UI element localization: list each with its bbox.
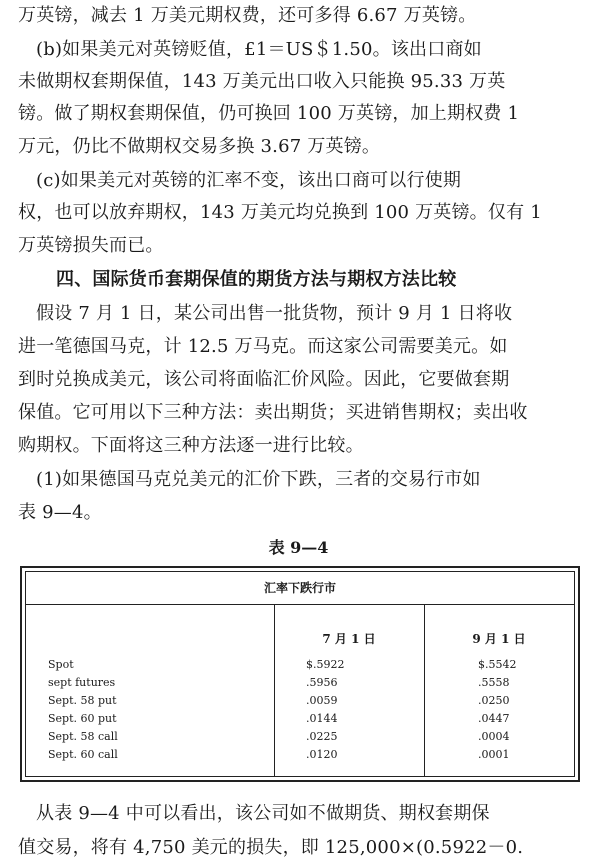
row-label: Sept. 60 put bbox=[48, 712, 117, 725]
rate-table bbox=[20, 566, 580, 782]
text-line: 从表 9—4 中可以看出，该公司如不做期货、期权套期保 bbox=[36, 803, 490, 824]
text-line: 到时兑换成美元，该公司将面临汇价风险。因此，它要做套期 bbox=[18, 369, 510, 390]
text-line: (b)如果美元对英镑贬值，£1＝US＄1.50。该出口商如 bbox=[36, 39, 482, 60]
value-jul: .0225 bbox=[306, 730, 338, 743]
row-label: sept futures bbox=[48, 676, 116, 689]
text-line: 保值。它可用以下三种方法：卖出期货；买进销售期权；卖出收 bbox=[18, 402, 528, 423]
text-line: 值交易，将有 4,750 美元的损失，即 125,000×(0.5922－0. bbox=[18, 837, 524, 858]
text-line: 假设 7 月 1 日，某公司出售一批货物，预计 9 月 1 日将收 bbox=[36, 303, 513, 324]
column-header-sep: 9 月 1 日 bbox=[472, 632, 526, 646]
text-line: 万英镑，减去 1 万美元期权费，还可多得 6.67 万英镑。 bbox=[18, 5, 477, 26]
value-sep: .0004 bbox=[478, 730, 510, 743]
value-sep: .0001 bbox=[478, 748, 510, 761]
value-sep: $.5542 bbox=[478, 658, 517, 671]
text-line: 进一笔德国马克，计 12.5 万马克。而这家公司需要美元。如 bbox=[18, 336, 508, 357]
section-heading: 四、国际货币套期保值的期货方法与期权方法比较 bbox=[56, 269, 457, 290]
text-line: 未做期权套期保值，143 万美元出口收入只能换 95.33 万英 bbox=[18, 71, 506, 92]
table-caption: 表 9—4 bbox=[268, 538, 329, 557]
value-jul: .0059 bbox=[306, 694, 338, 707]
table-row bbox=[26, 728, 574, 745]
row-label: Sept. 60 call bbox=[48, 748, 118, 761]
table-row bbox=[26, 746, 574, 763]
value-sep: .0250 bbox=[478, 694, 510, 707]
text-line: 购期权。下面将这三种方法逐一进行比较。 bbox=[18, 435, 364, 456]
value-jul: .5956 bbox=[306, 676, 338, 689]
text-line: (c)如果美元对英镑的汇率不变，该出口商可以行使期 bbox=[36, 170, 462, 191]
table-row bbox=[26, 692, 574, 709]
row-label: Sept. 58 call bbox=[48, 730, 118, 743]
value-jul: $.5922 bbox=[306, 658, 345, 671]
table-title: 汇率下跌行市 bbox=[26, 572, 574, 605]
row-label: Sept. 58 put bbox=[48, 694, 117, 707]
text-line: 权，也可以放弃期权，143 万美元均兑换到 100 万英镑。仅有 1 bbox=[18, 202, 542, 223]
text-line: 表 9—4。 bbox=[18, 502, 102, 523]
column-header-jul: 7 月 1 日 bbox=[322, 632, 376, 646]
value-jul: .0144 bbox=[306, 712, 338, 725]
text-line: 镑。做了期权套期保值，仍可换回 100 万英镑，加上期权费 1 bbox=[18, 103, 520, 124]
text-line: (1)如果德国马克兑美元的汇价下跌，三者的交易行市如 bbox=[36, 469, 481, 490]
value-jul: .0120 bbox=[306, 748, 338, 761]
table-row bbox=[26, 656, 574, 673]
value-sep: .5558 bbox=[478, 676, 510, 689]
rate-table-inner bbox=[25, 571, 575, 777]
value-sep: .0447 bbox=[478, 712, 510, 725]
text-line: 万英镑损失而已。 bbox=[18, 235, 164, 256]
text-line: 万元，仍比不做期权交易多换 3.67 万英镑。 bbox=[18, 136, 381, 157]
table-row bbox=[26, 710, 574, 727]
row-label: Spot bbox=[48, 658, 74, 671]
table-row bbox=[26, 674, 574, 691]
